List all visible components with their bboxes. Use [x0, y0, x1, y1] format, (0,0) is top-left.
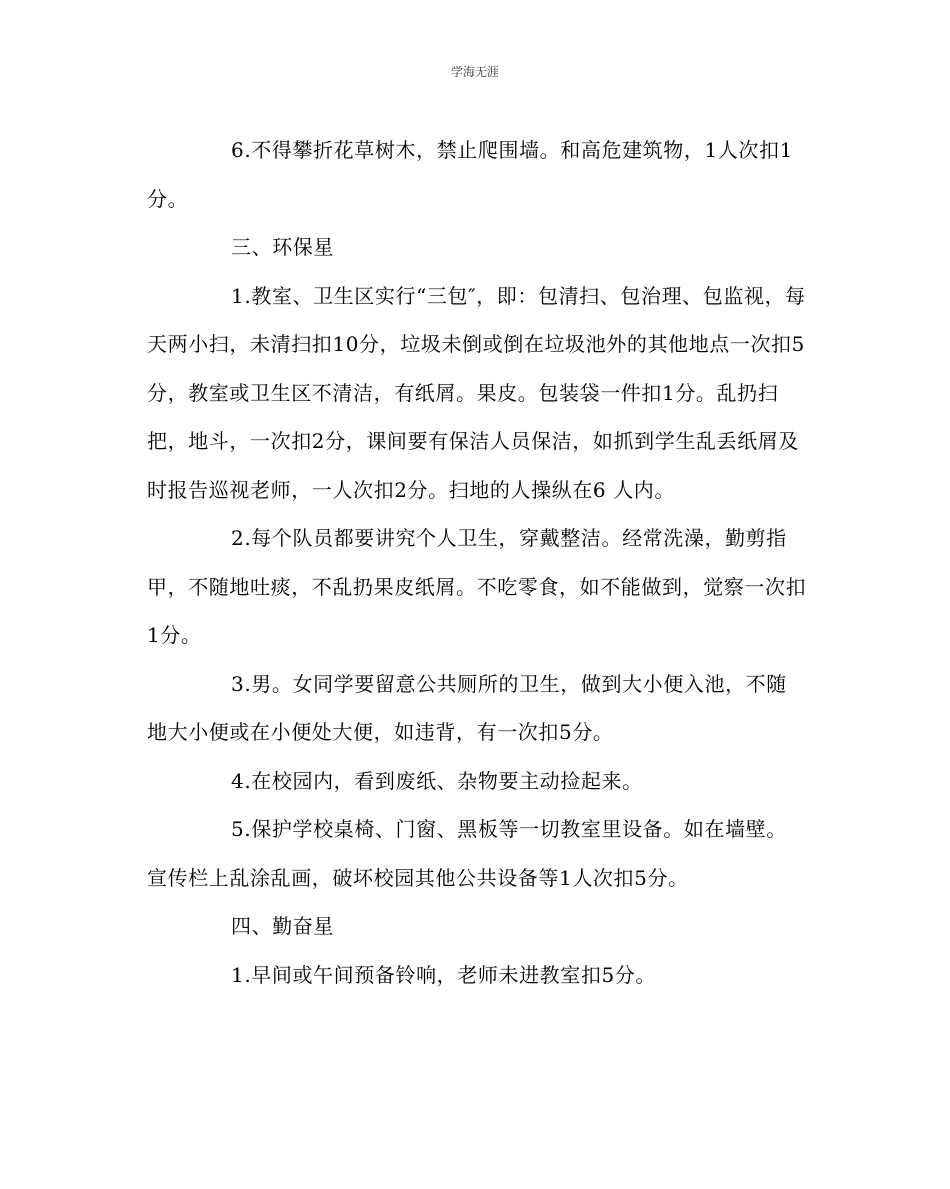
paragraph-eco-rule-3: 3.男。女同学要留意公共厕所的卫生，做到大小便入池，不随地大小便或在小便处大便，如违背，有一次扣5分。 [147, 671, 787, 744]
paragraph-eco-rule-2: 2.每个队员都要讲究个人卫生，穿戴整洁。经常洗澡，勤剪指甲，不随地吐痰，不乱扔果皮纸屑。不吃零食，如不能做到，觉察一次扣1分。 [147, 526, 807, 647]
section-heading-eco-star: 三、环保星 [231, 235, 334, 259]
paragraph-diligence-rule-1: 1.早间或午间预备铃响，老师未进教室扣5分。 [231, 962, 657, 987]
document-body [147, 126, 807, 999]
paragraph-rule-6: 6.不得攀折花草树木，禁止爬围墙。和高危建筑物，1人次扣1分。 [147, 138, 793, 211]
page-header: 学海无涯 [450, 65, 499, 79]
paragraph-eco-rule-4: 4.在校园内，看到废纸、杂物要主动捡起来。 [231, 768, 643, 793]
paragraph-eco-rule-5: 5.保护学校桌椅、门窗、黑板等一切教室里设备。如在墙壁。宣传栏上乱涂乱画，破坏校园其他公共设备等1人次扣5分。 [147, 817, 787, 890]
section-heading-diligence-star: 四、勤奋星 [231, 914, 334, 938]
paragraph-eco-rule-1: 1.教室、卫生区实行“三包″，即：包清扫、包治理、包监视，每天两小扫，未清扫扣10分，垃圾未倒或倒在垃圾池外的其他地点一次扣5分，教室或卫生区不清洁，有纸屑。果皮。包装袋一件扣1分。乱扔扫把，地斗，一次扣2分，课间要有保洁人员保洁，如抓到学生乱丢纸屑及时报告巡视老师，一人次扣2分。扫地的人操纵在6 人内。 [147, 283, 806, 502]
